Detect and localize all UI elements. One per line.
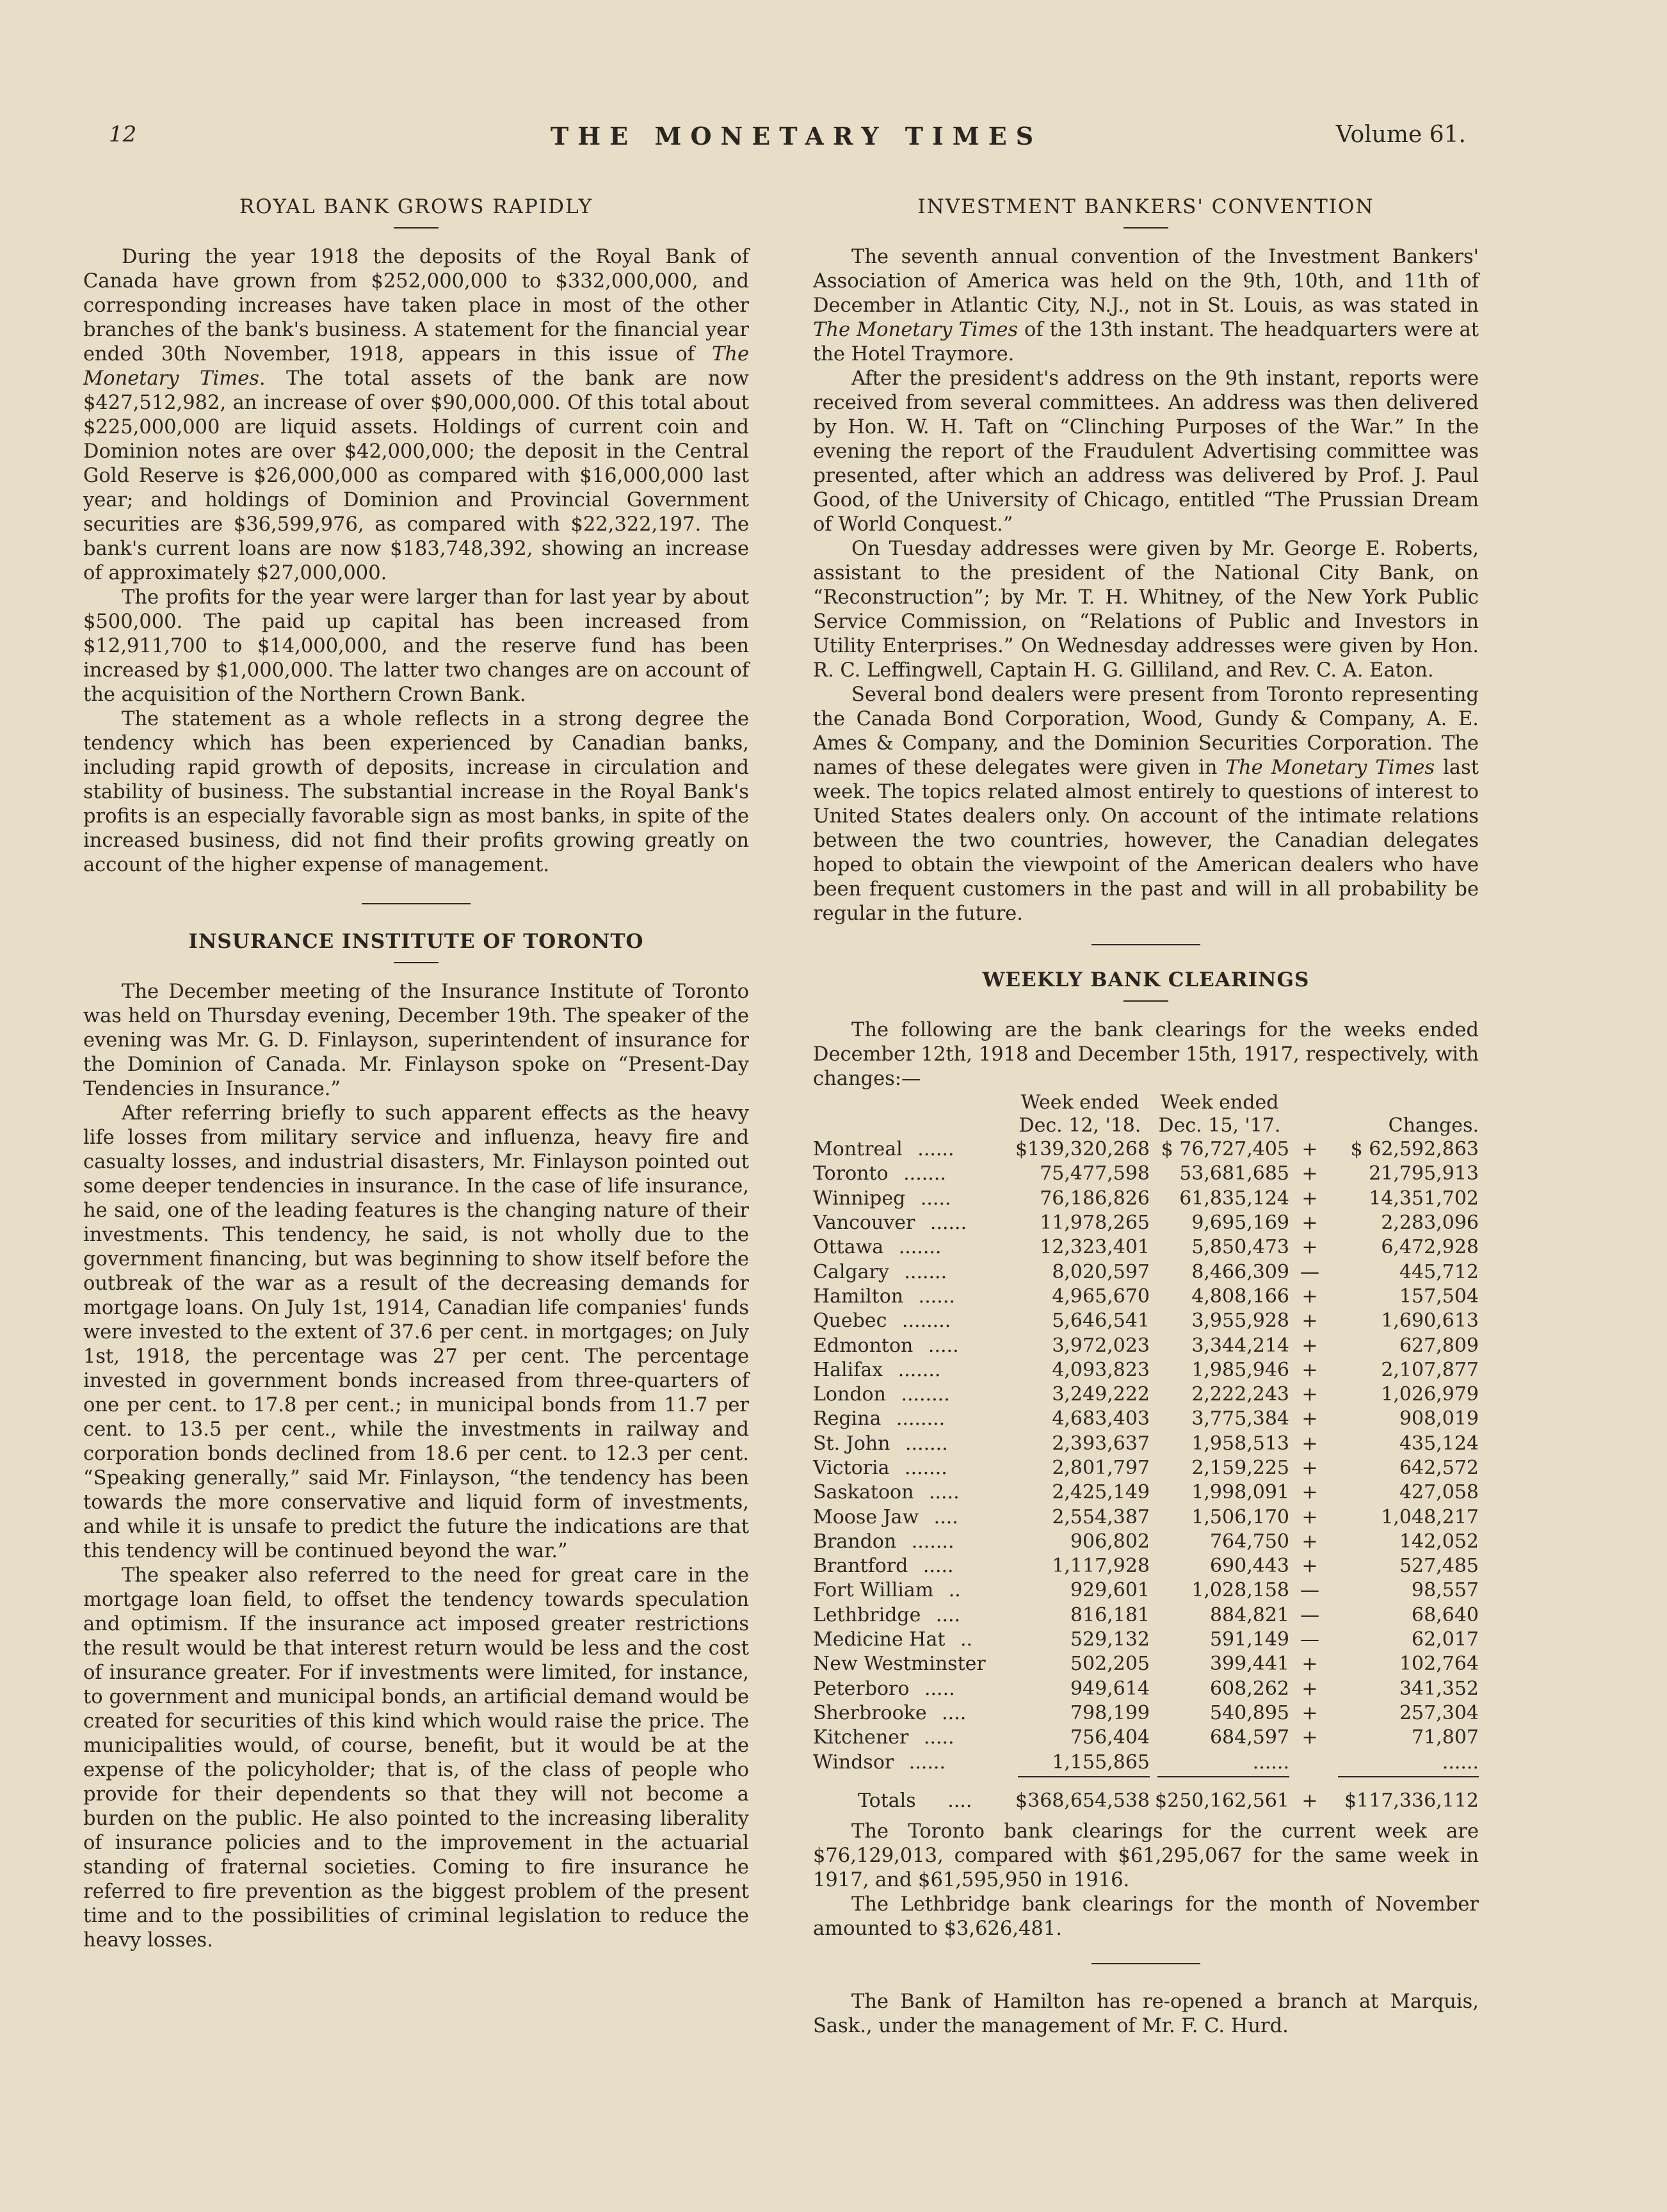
change-sign: + — [1301, 1407, 1318, 1431]
change-sign: + — [1301, 1383, 1318, 1406]
city-name: Lethbridge — [813, 1603, 921, 1626]
change-sign: + — [1301, 1530, 1318, 1553]
volume-number: Volume 61. — [1335, 122, 1466, 148]
clearing-1917: 3,775,384 — [1191, 1407, 1289, 1431]
change-sign: + — [1301, 1212, 1318, 1235]
leader-dots: .... — [933, 1505, 958, 1528]
change-amount: 341,352 — [1399, 1677, 1479, 1700]
change-amount: 98,557 — [1412, 1579, 1479, 1602]
city-name: Kitchener — [813, 1726, 909, 1749]
change-amount: $ 62,592,863 — [1350, 1138, 1479, 1161]
publication-name: The Monetary Times — [813, 319, 1019, 341]
change-amount: 68,640 — [1412, 1603, 1479, 1626]
clearing-1918: 4,093,823 — [1052, 1358, 1150, 1381]
leader-dots: ..... — [922, 1555, 954, 1578]
clearing-1918: 2,393,637 — [1052, 1432, 1150, 1455]
change-sign: + — [1301, 1432, 1318, 1455]
city-name: Ottawa — [813, 1236, 884, 1259]
clearing-1917: 1,998,091 — [1191, 1481, 1289, 1504]
col-header-1917a: Week ended — [1160, 1091, 1279, 1114]
city-name: Peterboro — [813, 1677, 910, 1700]
leader-dots: .... — [942, 1701, 967, 1724]
clearing-1918: 929,601 — [1070, 1579, 1150, 1602]
leader-dots: ..... — [923, 1726, 954, 1749]
leader-dots: ........ — [901, 1383, 950, 1406]
change-sign: — — [1300, 1628, 1319, 1651]
leader-dots: ....... — [911, 1530, 954, 1553]
leader-dots: ....... — [898, 1358, 941, 1381]
city-name: Brandon — [813, 1530, 897, 1553]
clearing-1918: 2,554,387 — [1052, 1505, 1150, 1528]
city-name: Vancouver — [813, 1212, 915, 1235]
clearing-1918: 2,801,797 — [1052, 1457, 1150, 1479]
table-row — [813, 1628, 1479, 1652]
city-name: Winnipeg — [813, 1187, 906, 1210]
table-row — [813, 1652, 1479, 1676]
city-name: Sherbrooke — [813, 1701, 927, 1724]
publication-name: The Monetary Times — [1225, 757, 1435, 779]
investment-bankers-article — [813, 195, 1479, 926]
clearing-1918: 816,181 — [1070, 1603, 1150, 1626]
change-sign: + — [1301, 1285, 1318, 1308]
clearing-1918: 5,646,541 — [1052, 1310, 1150, 1333]
title-rule — [394, 962, 439, 963]
leader-dots: ........ — [896, 1407, 946, 1431]
insurance-title: INSURANCE INSTITUTE OF TORONTO — [188, 930, 644, 953]
change-amount: 445,712 — [1399, 1260, 1479, 1283]
table-row — [813, 1187, 1479, 1211]
section-separator — [362, 903, 471, 904]
table-row — [813, 1677, 1479, 1701]
city-name: Halifax — [813, 1358, 883, 1381]
clearing-1918: 3,249,222 — [1052, 1383, 1150, 1406]
change-sign: + — [1301, 1162, 1318, 1185]
change-amount: 257,304 — [1399, 1701, 1479, 1724]
clearing-1917: 684,597 — [1209, 1726, 1289, 1749]
city-name: Medicine Hat — [813, 1628, 946, 1651]
insurance-paragraph-3: The speaker also referred to the need for great care in the mortgage loan field, to offset the tendency towards speculation and optimism. If the insurance act imposed greater restrictions the result would be that interest return would be less and the cost of insurance greater. For if investments were limited, for instance, to government and municipal bonds, an artificial demand would be created for securities of this kind which would raise the price. The municipalities would, of course, benefit, but it would be at the expense of the policyholder; that is, of the class of people who provide for their dependents so that they will not become a burden on the public. He also pointed to the increasing liberality of insurance policies and to the improvement in the actuarial standing of fraternal societies. Coming to fire insurance he referred to fire prevention as the biggest problem of the present time and to the possibilities of criminal legislation to reduce the heavy losses. — [83, 1564, 749, 1952]
leader-dots: .. — [948, 1579, 961, 1602]
clearing-1918: 11,978,265 — [1040, 1212, 1150, 1235]
leader-dots: .... — [935, 1603, 961, 1626]
change-amount: 435,124 — [1399, 1432, 1479, 1455]
col-header-1917b: Dec. 15, '17. — [1158, 1114, 1281, 1137]
city-name: Quebec — [813, 1310, 887, 1333]
table-row — [813, 1505, 1479, 1529]
change-amount: 1,026,979 — [1381, 1383, 1479, 1406]
royal-bank-paragraph-1: During the year 1918 the deposits of the Royal Bank of Canada have grown from $252,000,000 to $332,000,000, and corresponding increases have taken place in most of the other branches of the bank's business. A statement for the financial year ended 30th November, 1918, appears in this issue of The Monetary Times. The total assets of the bank are now $427,512,982, an increase of over $90,000,000. Of this total about $225,000,000 are liquid assets. Holdings of current coin and Dominion notes are over $42,000,000; the deposit in the Central Gold Reserve is $26,000,000 as compared with $16,000,000 last year; and holdings of Dominion and Provincial Government securities are $36,599,976, as compared with $22,322,197. The bank's current loans are now $183,748,392, showing an increase of approximately $27,000,000. — [83, 246, 749, 584]
totals-row — [813, 1779, 1479, 1813]
change-amount: 14,351,702 — [1369, 1187, 1479, 1210]
table-row — [813, 1603, 1479, 1628]
clearings-note-toronto: The Toronto bank clearings for the current week are $76,129,013, compared with $61,295,067 for the same week in 1917, and $61,595,950 in 1916. — [813, 1820, 1479, 1892]
table-row — [813, 1407, 1479, 1431]
city-name: Hamilton — [813, 1285, 904, 1308]
table-row — [813, 1726, 1479, 1750]
table-row — [813, 1162, 1479, 1186]
leader-dots: ....... — [904, 1260, 947, 1283]
publication-name: The Monetary Times — [83, 343, 749, 390]
title-rule — [1123, 227, 1168, 228]
table-row — [813, 1137, 1479, 1162]
city-name: Regina — [813, 1407, 882, 1431]
insurance-paragraph-1: The December meeting of the Insurance Institute of Toronto was held on Thursday evening, December 19th. The speaker of the evening was Mr. G. D. Finlayson, superintendent of insurance for the Dominion of Canada. Mr. Finlayson spoke on “Present-Day Tendencies in Insurance.” — [83, 981, 749, 1100]
royal-bank-paragraph-2: The profits for the year were larger than for last year by about $500,000. The paid up capital has been increased from $12,911,700 to $14,000,000, and the reserve fund has been increased by $1,000,000. The latter two changes are on account of the acquisition of the Northern Crown Bank. — [83, 586, 749, 706]
change-amount: 908,019 — [1399, 1407, 1479, 1431]
section-separator — [1091, 1963, 1200, 1964]
table-row — [813, 1358, 1479, 1382]
clearing-1917: 884,821 — [1209, 1603, 1289, 1626]
change-sign: — — [1300, 1603, 1319, 1626]
clearing-1917: 1,028,158 — [1191, 1579, 1289, 1602]
clearing-1918: 75,477,598 — [1040, 1162, 1150, 1185]
leader-dots: ...... — [917, 1138, 954, 1161]
change-amount: 21,795,913 — [1369, 1162, 1479, 1185]
change-amount: 142,052 — [1399, 1530, 1479, 1553]
city-name: Totals — [858, 1789, 916, 1812]
clearing-1918: $368,654,538 — [1015, 1789, 1150, 1812]
city-name: Moose Jaw — [813, 1505, 919, 1528]
clearing-1918: 949,614 — [1070, 1677, 1150, 1700]
change-sign: — — [1300, 1579, 1319, 1602]
table-row — [813, 1750, 1479, 1774]
change-sign: + — [1301, 1310, 1318, 1333]
change-sign: + — [1301, 1358, 1318, 1381]
table-row — [813, 1260, 1479, 1284]
table-row — [813, 1382, 1479, 1407]
leader-dots: ..... — [924, 1677, 955, 1700]
clearing-1918: 76,186,826 — [1040, 1187, 1150, 1210]
change-sign: + — [1301, 1701, 1318, 1724]
title-rule — [394, 227, 439, 228]
change-amount: 1,048,217 — [1381, 1505, 1479, 1528]
leader-dots: ....... — [898, 1236, 942, 1259]
royal-bank-paragraph-3: The statement as a whole reflects in a strong degree the tendency which has been experienced by Canadian banks, including rapid growth of deposits, increase in circulation and stability of business. The substantial increase in the Royal Bank's profits is an especially favorable sign as most banks, in spite of the increased business, did not find their profits growing greatly on account of the higher expense of management. — [83, 708, 749, 876]
city-name: Victoria — [813, 1457, 890, 1479]
change-amount: 427,058 — [1399, 1481, 1479, 1504]
city-name: St. John — [813, 1432, 890, 1455]
table-row — [813, 1432, 1479, 1456]
clearing-1918: 12,323,401 — [1040, 1236, 1150, 1259]
clearing-1918: 798,199 — [1070, 1701, 1150, 1724]
change-sign: + — [1301, 1334, 1318, 1357]
clearing-1917: 4,808,166 — [1191, 1285, 1289, 1308]
clearing-1917: 61,835,124 — [1179, 1187, 1289, 1210]
investment-paragraph-2: After the president's address on the 9th instant, reports were received from several committees. An address was then delivered by Hon. W. H. Taft on “Clinching Purposes of the War.” In the evening the report of the Fraudulent Advertising committee was presented, after which an address was delivered by Prof. J. Paul Good, of the University of Chicago, entitled “The Prussian Dream of World Conquest.” — [813, 367, 1479, 536]
clearing-1917: 764,750 — [1209, 1530, 1289, 1553]
table-row — [813, 1235, 1479, 1260]
change-sign: + — [1301, 1789, 1318, 1812]
clearing-1917: 8,466,309 — [1191, 1260, 1289, 1283]
clearing-1918: 1,117,928 — [1052, 1555, 1150, 1578]
col-header-1918b: Dec. 12, '18. — [1019, 1114, 1141, 1137]
clearing-1918: 1,155,865 — [1052, 1751, 1150, 1774]
clearing-1917: 540,895 — [1209, 1701, 1289, 1724]
table-row — [813, 1211, 1479, 1235]
change-sign: + — [1301, 1138, 1318, 1161]
change-amount: $117,336,112 — [1344, 1789, 1479, 1812]
clearing-1917: 2,159,225 — [1191, 1457, 1289, 1479]
clearing-1918: 4,683,403 — [1052, 1407, 1150, 1431]
investment-paragraph-1: The seventh annual convention of the Investment Bankers' Association of America was held on the 9th, 10th, and 11th of December in Atlantic City, N.J., not in St. Louis, as was stated in The Monetary Times of the 13th instant. The headquarters were at the Hotel Traymore. — [813, 246, 1479, 365]
table-row — [813, 1333, 1479, 1358]
table-row — [813, 1309, 1479, 1333]
leader-dots: ..... — [920, 1187, 951, 1210]
clearing-1917: 3,955,928 — [1191, 1310, 1289, 1333]
leader-dots: ...... — [908, 1751, 946, 1774]
col-header-changes: Changes. — [1388, 1114, 1479, 1137]
page-number: 12 — [109, 122, 137, 147]
change-amount: 102,764 — [1399, 1653, 1479, 1676]
city-name: Windsor — [813, 1751, 894, 1774]
table-row — [813, 1530, 1479, 1554]
change-amount: 527,485 — [1399, 1555, 1479, 1578]
clearing-1917: 2,222,243 — [1191, 1383, 1289, 1406]
leader-dots: ....... — [903, 1162, 946, 1185]
clearing-1917: 1,958,513 — [1191, 1432, 1289, 1455]
sum-rule — [1018, 1776, 1150, 1777]
change-amount: 627,809 — [1399, 1334, 1479, 1357]
clearing-1918: 4,965,670 — [1052, 1285, 1150, 1308]
change-sign: + — [1301, 1187, 1318, 1210]
leader-dots: ..... — [928, 1334, 959, 1357]
clearing-1917: 1,506,170 — [1191, 1505, 1289, 1528]
royal-bank-article — [83, 195, 749, 878]
clearing-1918: 529,132 — [1070, 1628, 1150, 1651]
clearing-1917: 690,443 — [1209, 1555, 1289, 1578]
investment-paragraph-4: Several bond dealers were present from Toronto representing the Canada Bond Corporation, Wood, Gundy & Company, A. E. Ames & Company, and the Dominion Securities Corporation. The names of these delegates were given in The Monetary Times last week. The topics related almost entirely to questions of interest to United States dealers only. On account of the intimate relations between the two countries, however, the Canadian delegates hoped to obtain the viewpoint of the American dealers who have been frequent customers in the past and will in all probability be regular in the future. — [813, 684, 1479, 925]
leader-dots: ...... — [930, 1212, 967, 1235]
insurance-paragraph-2: After referring briefly to such apparent effects as the heavy life losses from military service and influenza, heavy fire and casualty losses, and industrial disasters, Mr. Finlayson pointed out some deeper tendencies in insurance. In the case of life insurance, he said, one of the leading features is the changing nature of their investments. This tendency, he said, is not wholly due to the government financing, but was beginning to show itself before the outbreak of the war as a result of the decreasing demands for mortgage loans. On July 1st, 1914, Canadian life companies' funds were invested to the extent of 37.6 per cent. in mortgages; on July 1st, 1918, the percentage was 27 per cent. The percentage invested in government bonds increased from three-quarters of one per cent. to 17.8 per cent.; in municipal bonds from 11.7 per cent. to 13.5 per cent., while the investments in railway and corporation bonds declined from 18.6 per cent. to 12.3 per cent. “Speaking generally,” said Mr. Finlayson, “the tendency has been towards the more conservative and liquid form of investments, and while it is unsafe to predict the future the indications are that this tendency will be continued beyond the war.” — [83, 1102, 749, 1562]
left-column — [83, 195, 749, 1953]
table-row — [813, 1456, 1479, 1480]
table-row — [813, 1578, 1479, 1603]
clearing-1917: ...... — [1252, 1751, 1289, 1774]
table-row — [813, 1480, 1479, 1505]
table-row — [813, 1554, 1479, 1578]
bank-of-hamilton-note: The Bank of Hamilton has re-opened a branch at Marquis, Sask., under the management of Mr. F. C. Hurd. — [813, 1991, 1479, 2038]
table-row — [813, 1285, 1479, 1309]
clearing-1918: 906,802 — [1070, 1530, 1150, 1553]
clearing-1917: $250,162,561 — [1155, 1789, 1289, 1812]
clearing-1917: 3,344,214 — [1191, 1334, 1289, 1357]
clearing-1918: 2,425,149 — [1052, 1481, 1150, 1504]
sum-rule — [1157, 1776, 1289, 1777]
clearing-1918: 3,972,023 — [1052, 1334, 1150, 1357]
change-sign: + — [1301, 1726, 1318, 1749]
clearing-1918: $139,320,268 — [1015, 1138, 1150, 1161]
bank-clearings-article — [813, 968, 1479, 1941]
change-sign: + — [1301, 1236, 1318, 1259]
col-header-1918a: Week ended — [1020, 1091, 1140, 1114]
change-sign: + — [1301, 1653, 1318, 1676]
insurance-institute-article — [83, 930, 749, 1953]
clearings-note-lethbridge: The Lethbridge bank clearings for the month of November amounted to $3,626,481. — [813, 1893, 1479, 1941]
city-name: Calgary — [813, 1260, 889, 1283]
table-header-row-2 — [813, 1114, 1479, 1137]
clearing-1918: 756,404 — [1070, 1726, 1150, 1749]
title-rule — [1123, 1000, 1168, 1002]
change-amount: 1,690,613 — [1381, 1310, 1479, 1333]
investment-title: INVESTMENT BANKERS' CONVENTION — [917, 195, 1374, 218]
clearing-1918: 502,205 — [1070, 1653, 1150, 1676]
right-column — [813, 195, 1479, 2039]
change-sign: + — [1301, 1481, 1318, 1504]
change-sign: + — [1301, 1555, 1318, 1578]
leader-dots: ...... — [918, 1285, 955, 1308]
clearings-table — [813, 1091, 1479, 1813]
city-name: Saskatoon — [813, 1481, 914, 1504]
change-amount: ...... — [1442, 1751, 1479, 1774]
change-amount: 62,017 — [1412, 1628, 1479, 1651]
leader-dots: ..... — [928, 1481, 960, 1504]
leader-dots: .. — [960, 1628, 973, 1651]
city-name: New Westminster — [813, 1653, 986, 1676]
city-name: Toronto — [813, 1162, 889, 1185]
section-separator — [1091, 944, 1200, 945]
clearing-1917: 399,441 — [1209, 1653, 1289, 1676]
city-name: Brantford — [813, 1555, 908, 1578]
change-amount: 6,472,928 — [1381, 1236, 1479, 1259]
clearing-1917: 53,681,685 — [1179, 1162, 1289, 1185]
table-header-row-1 — [813, 1091, 1479, 1114]
change-sign: + — [1301, 1457, 1318, 1479]
change-sign: — — [1300, 1260, 1319, 1283]
clearing-1918: 8,020,597 — [1052, 1260, 1150, 1283]
leader-dots: ....... — [905, 1457, 947, 1479]
clearing-1917: 5,850,473 — [1191, 1236, 1289, 1259]
leader-dots: ........ — [901, 1310, 951, 1333]
page-header — [109, 122, 1466, 160]
leader-dots: ....... — [905, 1432, 948, 1455]
change-amount: 642,572 — [1399, 1457, 1479, 1479]
change-sign: + — [1301, 1677, 1318, 1700]
change-amount: 157,504 — [1399, 1285, 1479, 1308]
table-row — [813, 1701, 1479, 1726]
clearing-1917: 608,262 — [1209, 1677, 1289, 1700]
leader-dots: .... — [947, 1789, 972, 1812]
clearing-1917: $ 76,727,405 — [1161, 1138, 1289, 1161]
clearing-1917: 591,149 — [1209, 1628, 1289, 1651]
clearings-intro: The following are the bank clearings for the weeks ended December 12th, 1918 and December 15th, 1917, respectively, with changes:— — [813, 1019, 1479, 1090]
city-name: Montreal — [813, 1138, 903, 1161]
city-name: London — [813, 1383, 886, 1406]
clearing-1917: 9,695,169 — [1191, 1212, 1289, 1235]
change-amount: 71,807 — [1412, 1726, 1479, 1749]
royal-bank-title: ROYAL BANK GROWS RAPIDLY — [239, 195, 593, 218]
change-sign — [1289, 1750, 1330, 1774]
clearings-title: WEEKLY BANK CLEARINGS — [982, 968, 1310, 991]
city-name: Fort William — [813, 1579, 934, 1602]
change-amount: 2,283,096 — [1381, 1212, 1479, 1235]
change-sign: + — [1301, 1505, 1318, 1528]
investment-paragraph-3: On Tuesday addresses were given by Mr. George E. Roberts, assistant to the president of the National City Bank, on “Reconstruction”; by Mr. T. H. Whitney, of the New York Public Service Commission, on “Relations of Public and Investors in Utility Enterprises.” On Wednesday addresses were given by Hon. R. C. Leffingwell, Captain H. G. Gilliland, and Rev. C. A. Eaton. — [813, 538, 1479, 682]
clearing-1917: 1,985,946 — [1191, 1358, 1289, 1381]
sum-rule — [1338, 1776, 1479, 1777]
city-name: Edmonton — [813, 1334, 914, 1357]
change-amount: 2,107,877 — [1381, 1358, 1479, 1381]
publication-title: THE MONETARY TIMES — [551, 122, 1043, 150]
